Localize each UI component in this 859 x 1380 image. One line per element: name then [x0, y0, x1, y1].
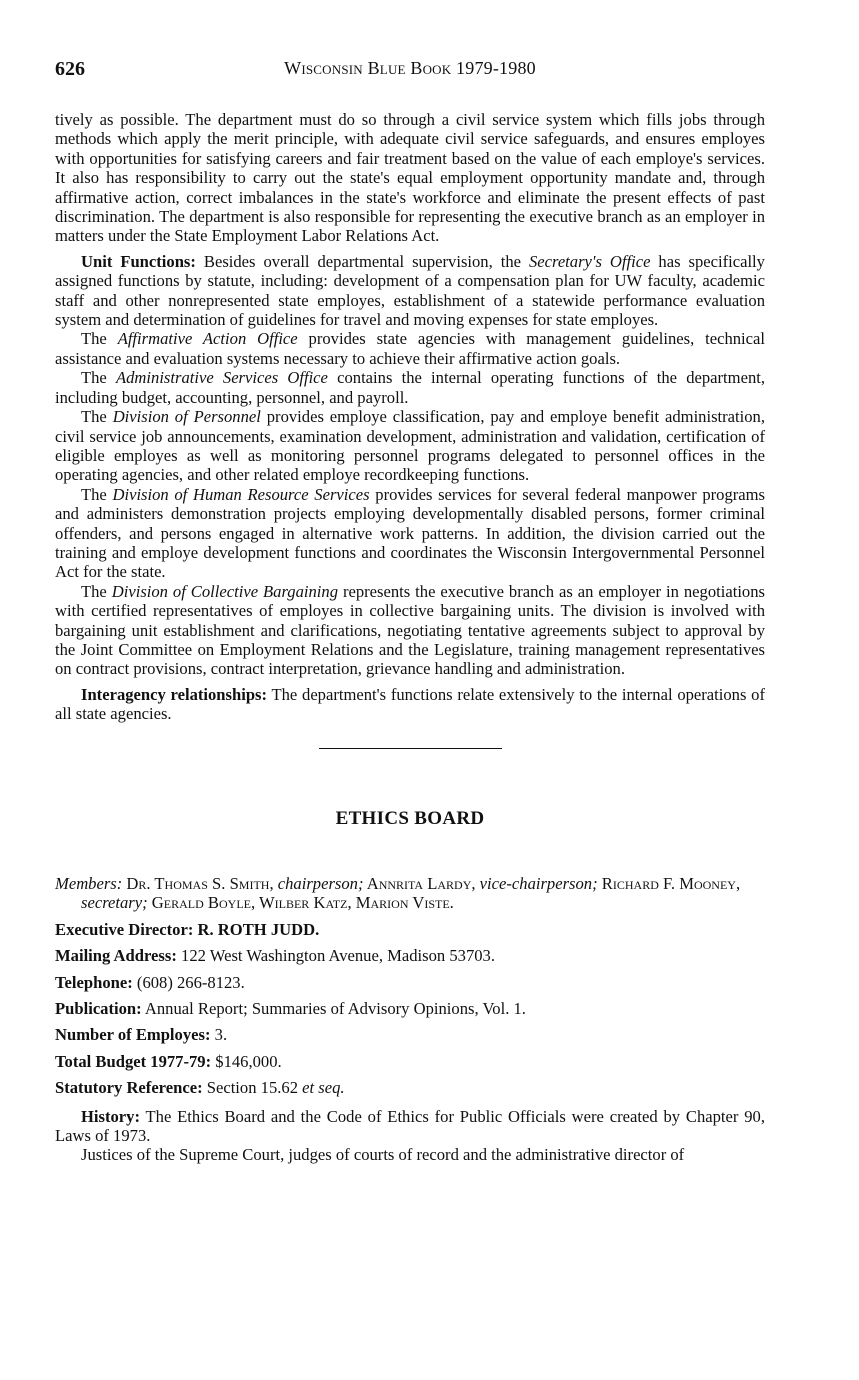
unit-functions-text-before: Besides overall departmental supervision, the: [195, 251, 529, 271]
member-role: vice-chairperson;: [479, 874, 598, 893]
budget-label: Total Budget 1977-79:: [55, 1051, 212, 1071]
office-name: Division of Collective Bargaining: [111, 581, 338, 601]
publication-value: Annual Report; Summaries of Advisory Opinions, Vol. 1.: [141, 999, 526, 1019]
member-name: Richard F. Mooney,: [597, 874, 741, 893]
mailing-address-value: 122 West Washington Avenue, Madison 53703.: [176, 946, 495, 966]
statutory-value: Section 15.62: [202, 1078, 303, 1098]
interagency-label: Interagency relationships:: [81, 684, 268, 704]
division-personnel-paragraph: [55, 407, 765, 485]
interagency-text: The department's functions relate extensively to the internal operations of all state agencies.: [55, 684, 765, 724]
office-name: Affirmative Action Office: [117, 329, 298, 349]
member-name: Dr. Thomas S. Smith,: [122, 874, 278, 893]
unit-functions-paragraph: [55, 252, 765, 330]
interagency-paragraph: [55, 685, 765, 724]
history-text: The Ethics Board and the Code of Ethics for Public Officials were created by Chapter 90, Laws of 1973.: [55, 1106, 765, 1146]
publication-line: [55, 999, 765, 1018]
section-divider: [319, 748, 502, 749]
office-lead: The: [81, 329, 118, 349]
budget-value: $146,000.: [211, 1051, 282, 1071]
mailing-address-label: Mailing Address:: [55, 946, 177, 966]
executive-director-value: R. ROTH JUDD.: [197, 919, 320, 939]
division-human-resource-paragraph: [55, 485, 765, 582]
office-text: represents the executive branch as an employer in negotiations with certified representatives of employes in collective bargaining units. The division is involved with bargaining unit establishment and clarifications, negotiating tentative agreements subject to approval by the Joint Committee on Employment Relations and the Legislature, training management representatives on contract provisions, contract interpretation, grievance handling and administration.: [55, 581, 765, 679]
affirmative-action-paragraph: [55, 329, 765, 368]
office-lead: The: [81, 581, 112, 601]
telephone-value: (608) 266-8123.: [132, 972, 245, 992]
office-text: provides employe classification, pay and employe benefit administration, civil service job announcements, examination development, administration and validation, certification of eligible employes as well as monitoring personnel programs delegated to personnel offices in the operating agencies, and other related employe recordkeeping functions.: [55, 407, 766, 485]
publication-label: Publication:: [55, 999, 142, 1019]
administrative-services-paragraph: [55, 368, 765, 407]
office-lead: The: [81, 368, 116, 388]
member-name: Annrita Lardy,: [363, 874, 480, 893]
statutory-line: [55, 1078, 765, 1097]
office-name: Division of Personnel: [112, 407, 261, 427]
members-paragraph: [55, 874, 765, 913]
office-text: provides services for several federal manpower programs and administers demonstration projects employing developmentally disabled persons, former criminal offenders, and persons engaged in alternative work patterns. In addition, the division carried out the training and employe development functions and coordinates the Wisconsin Intergovernmental Personnel Act for the state.: [55, 484, 766, 582]
member-role: secretary;: [81, 893, 148, 913]
unit-functions-text-after: has specifically assigned functions by statute, including: development of a compensation plan for UW faculty, academic staff and other nonrepresented state employes, establishment of a statewide performance evaluation system and determination of guidelines for travel and moving expenses for state employes.: [55, 251, 765, 330]
telephone-label: Telephone:: [55, 972, 133, 992]
continuation-paragraph: Justices of the Supreme Court, judges of courts of record and the administrative director of: [81, 1145, 685, 1165]
employees-label: Number of Employes:: [55, 1025, 211, 1045]
statutory-label: Statutory Reference:: [55, 1078, 203, 1098]
division-collective-bargaining-paragraph: [55, 582, 765, 679]
page-number: 626: [55, 58, 85, 80]
secretary-office-name: Secretary's Office: [528, 251, 651, 271]
office-text: provides state agencies with management guidelines, technical assistance and evaluation systems necessary to achieve their affirmative action goals.: [55, 329, 766, 368]
executive-director-label: Executive Director:: [55, 919, 198, 939]
employees-line: [55, 1025, 765, 1044]
unit-functions-label: Unit Functions:: [81, 251, 196, 271]
statutory-value-italic: et seq.: [302, 1078, 345, 1098]
member-names-others: Gerald Boyle, Wilber Katz, Marion Viste.: [147, 893, 454, 913]
history-paragraph: [55, 1107, 765, 1146]
telephone-line: [55, 973, 765, 992]
office-lead: The: [81, 484, 113, 504]
executive-director-line: [55, 920, 765, 939]
page-header: [55, 58, 765, 86]
page-body: [55, 110, 765, 1165]
office-text: contains the internal operating functions of the department, including budget, accounting, personnel, and payroll.: [55, 368, 765, 407]
intro-paragraph: tively as possible. The department must do so through a civil service system which fills jobs through methods which apply the merit principle, with adequate civil service safeguards, and ensures employes with opportunities for satisfying careers and fair treatment based on the value of each employe's services. It also has responsibility to carry out the state's equal employment opportunity mandate and, through affirmative action, correct imbalances in the state's workforce and eliminate the present effects of past discrimination. The department is also responsible for representing the executive branch as an employer in matters under the State Employment Labor Relations Act.: [55, 110, 765, 246]
office-lead: The: [81, 407, 113, 427]
budget-line: [55, 1052, 765, 1071]
employees-value: 3.: [210, 1025, 228, 1045]
office-name: Administrative Services Office: [116, 368, 328, 388]
office-name: Division of Human Resource Services: [112, 484, 370, 504]
mailing-address-line: [55, 946, 765, 965]
running-head: Wisconsin Blue Book 1979-1980: [284, 58, 536, 78]
ethics-board-title: ETHICS BOARD: [335, 807, 485, 829]
members-label: Members:: [55, 874, 123, 893]
history-label: History:: [81, 1106, 140, 1126]
member-role: chairperson;: [277, 874, 364, 893]
